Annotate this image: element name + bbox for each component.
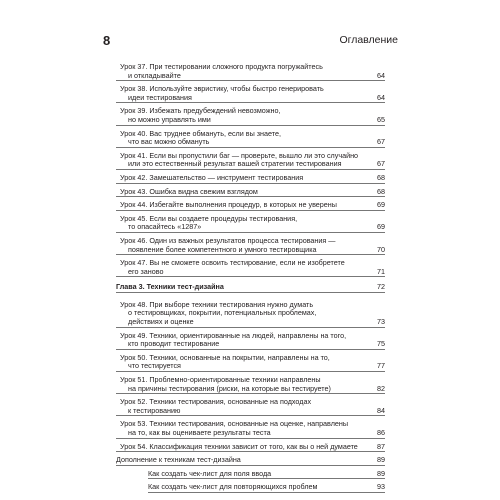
toc-page-number: 89 xyxy=(377,468,385,478)
toc-entry-title: Урок 44. Избегайте выполнения процедур, в которых не уверены xyxy=(120,201,337,210)
toc-entry-title: или это естественный результат вашей стратегии тестирования xyxy=(128,160,342,169)
toc-entry-title: Урок 41. Если вы пропустили баг — проверьте, вышло ли это случайно xyxy=(120,151,359,160)
running-head: Оглавление xyxy=(339,34,398,46)
toc-page-number: 71 xyxy=(377,266,385,276)
toc-page-number: 67 xyxy=(377,137,385,147)
toc-entry-title: но можно управлять ими xyxy=(128,115,211,124)
toc-page-number: 67 xyxy=(377,159,385,169)
toc-page-number: 70 xyxy=(377,244,385,254)
toc-chapter[interactable] xyxy=(116,283,385,293)
toc-entry-title: к тестированию xyxy=(128,406,181,415)
toc-entry-title: что вас можно обмануть xyxy=(128,138,210,147)
page-header xyxy=(103,33,398,49)
toc-entry[interactable] xyxy=(116,188,385,198)
toc-entry-title: Как создать чек-лист для поля ввода xyxy=(148,469,272,478)
toc-entry-title: Урок 40. Вас труднее обмануть, если вы знаете, xyxy=(120,129,281,138)
toc-entry[interactable] xyxy=(116,63,385,81)
toc-entry-title: кто проводит тестирование xyxy=(128,340,220,349)
toc-entry-title: Урок 46. Один из важных результатов процесса тестирования — xyxy=(120,236,336,245)
toc-page-number: 64 xyxy=(377,70,385,80)
toc-entry[interactable] xyxy=(116,85,385,103)
toc-page-number: 82 xyxy=(377,383,385,393)
toc-entry-title: на причины тестирования (риски, на которые вы тестируете) xyxy=(128,384,331,393)
toc-entry[interactable] xyxy=(116,443,385,453)
toc-entry[interactable] xyxy=(116,152,385,170)
toc-page-number: 72 xyxy=(377,282,385,292)
toc-entry-title: Урок 53. Техники тестирования, основанные на оценке, направлены xyxy=(120,420,349,429)
toc-page-number: 64 xyxy=(377,92,385,102)
toc-entry-title: Урок 38. Используйте эвристику, чтобы быстро генерировать xyxy=(120,85,324,94)
toc-entry-title: на то, как вы оцениваете результаты теста xyxy=(128,429,271,437)
toc-entry[interactable] xyxy=(116,354,385,372)
toc-entry[interactable] xyxy=(116,201,385,211)
toc-entry-title: что тестируется xyxy=(128,362,181,371)
toc-entry[interactable] xyxy=(116,456,385,466)
toc-entry-title: Урок 42. Замешательство — инструмент тестирования xyxy=(120,173,304,182)
page-number: 8 xyxy=(103,33,111,48)
toc-entry-title: то опасайтесь «1287» xyxy=(128,223,202,232)
toc-subentry[interactable] xyxy=(148,483,385,493)
toc-entry-title: действиях и оценке xyxy=(128,318,194,327)
toc-entry-title: Как создать чек-лист для повторяющихся проблем xyxy=(148,483,318,492)
toc-page-number: 77 xyxy=(377,361,385,371)
toc-page-number: 75 xyxy=(377,339,385,349)
toc-entry[interactable] xyxy=(116,107,385,125)
toc-page-number: 89 xyxy=(377,455,385,465)
toc-entry[interactable] xyxy=(116,174,385,184)
toc-page-number: 73 xyxy=(377,317,385,327)
toc-page-number: 86 xyxy=(377,428,385,437)
toc-entry[interactable] xyxy=(116,332,385,350)
toc-entry-title: Урок 50. Техники, основанные на покрытии, направлены на то, xyxy=(120,353,330,362)
toc-entry-title: Урок 48. При выборе техники тестирования нужно думать xyxy=(120,300,314,309)
toc-entry[interactable] xyxy=(116,376,385,394)
toc-entry-title: Урок 39. Избежать предубеждений невозможно, xyxy=(120,107,281,116)
toc-entry[interactable] xyxy=(116,237,385,255)
toc-page-number: 84 xyxy=(377,405,385,415)
toc-entry-title: Урок 51. Проблемно-ориентированные техники направлены xyxy=(120,376,321,385)
toc-entry[interactable] xyxy=(116,130,385,148)
toc-page-number: 93 xyxy=(377,482,385,492)
toc-entry-title: о тестировщиках, покрытии, потенциальных проблемах, xyxy=(128,309,317,318)
toc-page-number: 87 xyxy=(377,441,385,451)
toc-page-number: 68 xyxy=(377,186,385,196)
toc-entry-title: Урок 49. Техники, ориентированные на людей, направлены на того, xyxy=(120,331,347,340)
toc-subentry[interactable] xyxy=(148,470,385,480)
toc-entry-title: Урок 52. Техники тестирования, основанные на подходах xyxy=(120,398,312,407)
toc-entry-title: появление более компетентного и умного тестировщика xyxy=(128,245,317,254)
toc-entry[interactable] xyxy=(116,301,385,328)
toc-entry-title: Дополнение к техникам тест-дизайна xyxy=(116,456,241,465)
toc-entry[interactable] xyxy=(116,420,385,438)
toc-entry-title: идеи тестирования xyxy=(128,93,192,102)
toc-entry[interactable] xyxy=(116,215,385,233)
toc-entry-title: и откладывайте xyxy=(128,71,181,80)
toc-entry-title: Урок 43. Ошибка видна свежим взглядом xyxy=(120,187,258,196)
toc-entry-title: его заново xyxy=(128,267,164,276)
toc-entry-title: Урок 47. Вы не сможете освоить тестирование, если не изобретете xyxy=(120,259,345,268)
toc-page-number: 69 xyxy=(377,222,385,232)
toc-entry-title: Урок 45. Если вы создаете процедуры тестирования, xyxy=(120,214,298,223)
toc-entry[interactable] xyxy=(116,398,385,416)
toc-page-number: 65 xyxy=(377,114,385,124)
toc-page-number: 68 xyxy=(377,172,385,182)
toc-page-number: 69 xyxy=(377,200,385,210)
toc-entry-title: Глава 3. Техники тест-дизайна xyxy=(116,283,224,292)
toc-entry-title: Урок 37. При тестировании сложного продукта погружайтесь xyxy=(120,63,323,71)
toc-entry[interactable] xyxy=(116,259,385,277)
table-of-contents xyxy=(116,63,385,497)
toc-entry-title: Урок 54. Классификация техники зависит от того, как вы о ней думаете xyxy=(120,442,358,451)
